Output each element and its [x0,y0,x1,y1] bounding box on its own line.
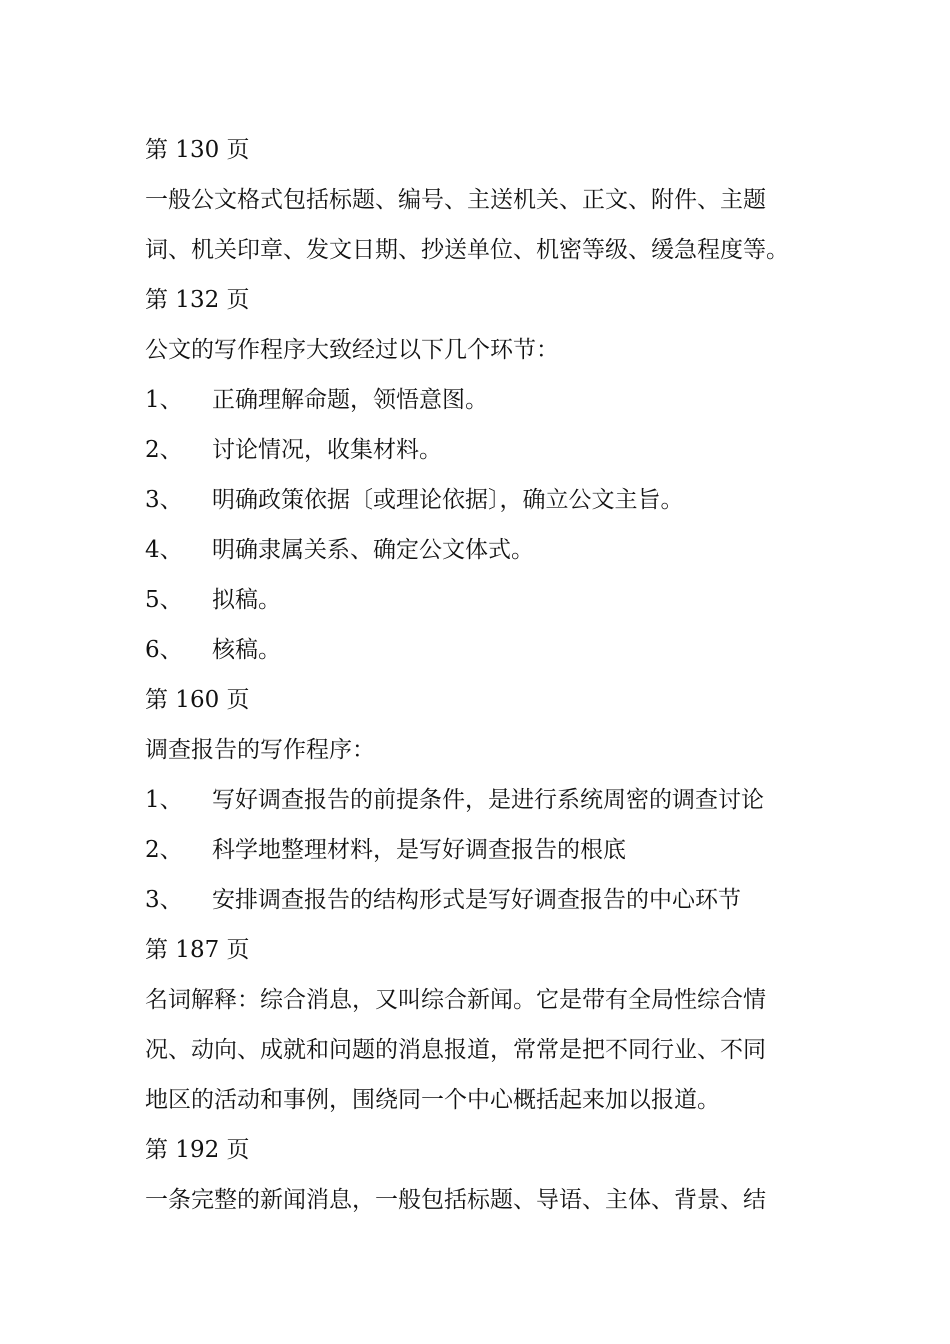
list-item [145,825,810,875]
list-item [145,875,810,925]
list-intro: 调查报告的写作程序： [145,737,375,763]
paragraph-line: 名词解释：综合消息，又叫综合新闻。它是带有全局性综合情 [145,987,766,1013]
list-item-text: 讨论情况，收集材料。 [212,437,442,463]
list-item [145,475,810,525]
list-item-number: 1、 [145,787,183,813]
document-page [145,125,810,1225]
page-label-132: 第 132 页 [145,287,250,313]
list-item [145,625,810,675]
paragraph-line: 词、机关印章、发文日期、抄送单位、机密等级、缓急程度等。 [145,237,789,263]
list-item-text: 明确政策依据〔或理论依据〕，确立公文主旨。 [212,487,684,513]
list-item [145,775,810,825]
list-item-text: 写好调查报告的前提条件，是进行系统周密的调查讨论 [212,787,764,813]
paragraph-line: 一般公文格式包括标题、编号、主送机关、正文、附件、主题 [145,187,766,213]
paragraph-line: 一条完整的新闻消息，一般包括标题、导语、主体、背景、结 [145,1187,766,1213]
list-item [145,525,810,575]
paragraph-line: 地区的活动和事例，围绕同一个中心概括起来加以报道。 [145,1087,720,1113]
list-item [145,375,810,425]
list-item [145,575,810,625]
list-intro: 公文的写作程序大致经过以下几个环节： [145,337,559,363]
list-item-number: 5、 [145,587,183,613]
list-item-number: 1、 [145,387,183,413]
list-item-text: 核稿。 [212,637,281,663]
list-item-text: 正确理解命题，领悟意图。 [212,387,488,413]
list-item-number: 4、 [145,537,183,563]
list-item-number: 2、 [145,837,183,863]
list-item-text: 拟稿。 [212,587,281,613]
list-item-number: 3、 [145,887,183,913]
page-label-160: 第 160 页 [145,687,250,713]
list-item-text: 明确隶属关系、确定公文体式。 [212,537,534,563]
list-item-number: 2、 [145,437,183,463]
page-label-187: 第 187 页 [145,937,250,963]
page-label-192: 第 192 页 [145,1137,250,1163]
list-item-text: 科学地整理材料，是写好调查报告的根底 [212,837,626,863]
list-item-number: 3、 [145,487,183,513]
list-item [145,425,810,475]
page-label-130: 第 130 页 [145,137,250,163]
paragraph-line: 况、动向、成就和问题的消息报道，常常是把不同行业、不同 [145,1037,766,1063]
list-item-text: 安排调查报告的结构形式是写好调查报告的中心环节 [212,887,741,913]
list-item-number: 6、 [145,637,183,663]
